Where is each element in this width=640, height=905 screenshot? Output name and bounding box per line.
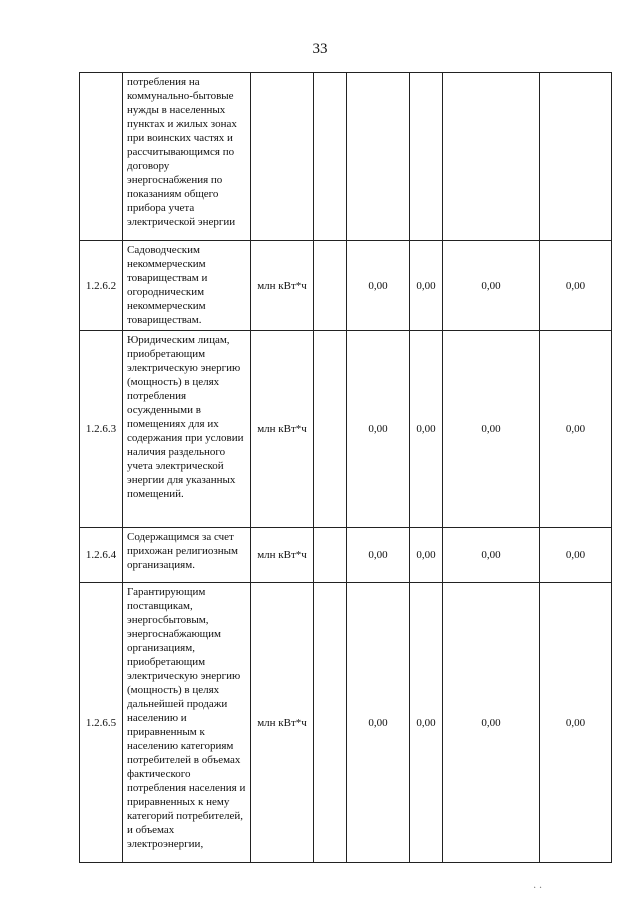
table-row [80, 73, 612, 241]
row-value [314, 583, 347, 863]
row-unit: млн кВт*ч [251, 583, 314, 863]
row-unit [251, 73, 314, 241]
row-value: 0,00 [540, 241, 612, 331]
row-value: 0,00 [443, 583, 540, 863]
page-number: 33 [312, 41, 328, 57]
table-row [80, 241, 612, 331]
row-value: 0,00 [347, 583, 410, 863]
table-row [80, 583, 612, 863]
row-value: 0,00 [410, 241, 443, 331]
row-description: Юридическим лицам, приобретающим электрическую энергию (мощность) в целях потребления осужденными в помещениях для их содержания при условии наличия раздельного учета электрической энергии для указанных помещений. [123, 331, 251, 528]
row-value [314, 73, 347, 241]
row-value [347, 73, 410, 241]
row-code: 1.2.6.3 [80, 331, 123, 528]
row-unit: млн кВт*ч [251, 331, 314, 528]
row-value: 0,00 [410, 583, 443, 863]
table-row [80, 331, 612, 528]
row-value [540, 73, 612, 241]
row-description: Садоводческим некоммерческим товариществам и огородническим некоммерческим товариществам. [123, 241, 251, 331]
row-code [80, 73, 123, 241]
row-unit: млн кВт*ч [251, 241, 314, 331]
row-value [314, 241, 347, 331]
row-description: Содержащимся за счет прихожан религиозным организациям. [123, 528, 251, 583]
row-value [410, 73, 443, 241]
row-code: 1.2.6.4 [80, 528, 123, 583]
scan-mark: ․ ․ [533, 880, 543, 891]
row-value: 0,00 [443, 528, 540, 583]
row-value: 0,00 [443, 331, 540, 528]
table-row [80, 528, 612, 583]
row-value: 0,00 [540, 528, 612, 583]
row-value: 0,00 [540, 583, 612, 863]
row-value: 0,00 [347, 331, 410, 528]
row-value: 0,00 [347, 528, 410, 583]
row-value: 0,00 [410, 331, 443, 528]
row-code: 1.2.6.5 [80, 583, 123, 863]
row-value: 0,00 [540, 331, 612, 528]
row-unit: млн кВт*ч [251, 528, 314, 583]
row-value [443, 73, 540, 241]
row-code: 1.2.6.2 [80, 241, 123, 331]
row-value: 0,00 [443, 241, 540, 331]
row-value [314, 528, 347, 583]
row-value: 0,00 [347, 241, 410, 331]
row-value: 0,00 [410, 528, 443, 583]
row-description: потребления на коммунально-бытовые нужды в населенных пунктах и жилых зонах при воинских частях и рассчитывающимся по договору энергоснабжения по показаниям общего прибора учета электрической энергии [123, 73, 251, 241]
tariff-balance-table [79, 72, 612, 863]
row-description: Гарантирующим поставщикам, энергосбытовым, энергоснабжающим организациям, приобретающим электрическую энергию (мощность) в целях дальнейшей продажи населению и приравненным к населению категориям потребителей в объемах фактического потребления населения и приравненных к нему категорий потребителей, и объемах электроэнергии, [123, 583, 251, 863]
row-value [314, 331, 347, 528]
